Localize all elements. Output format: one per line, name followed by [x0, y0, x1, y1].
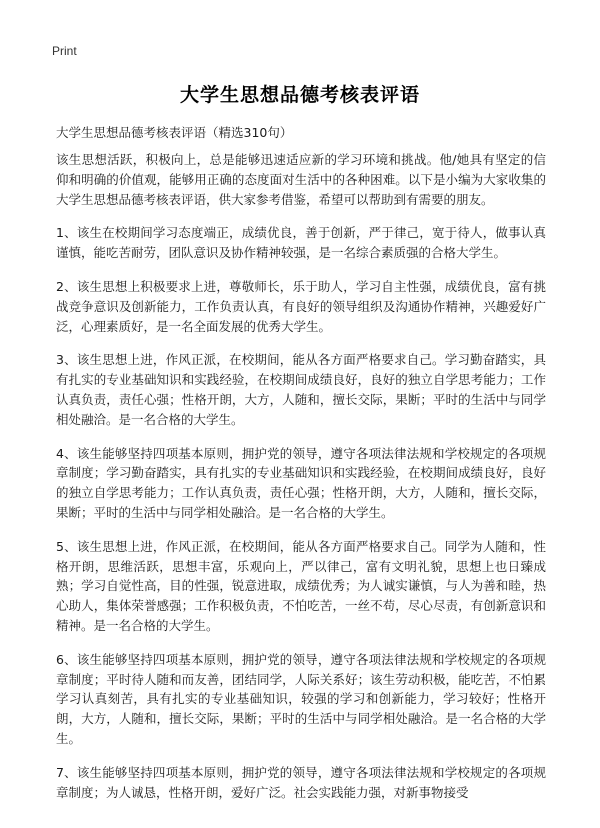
document-subtitle: 大学生思想品德考核表评语（精选310句） [56, 125, 293, 140]
comment-paragraph-1: 1、该生在校期间学习态度端正，成绩优良，善于创新，严于律己，宽于待人，做事认真谨慎，能吃苦耐劳，团队意识及协作精神较强，是一名综合素质强的合格大学生。 [56, 225, 546, 261]
document-body [56, 150, 546, 816]
comment-paragraph-3: 3、该生思想上进，作风正派，在校期间，能从各方面严格要求自己。学习勤奋踏实，具有扎实的专业基础知识和实践经验，在校期间成绩良好，良好的独立自学思考能力；工作认真负责，责任心强；性格开朗，大方，人随和，擅长交际，果断；平时的生活中与同学相处融洽。是一名合格的大学生。 [56, 352, 546, 427]
comment-paragraph-2: 2、该生思想上积极要求上进，尊敬师长，乐于助人，学习自主性强，成绩优良，富有挑战竞争意识及创新能力，工作负责认真，有良好的领导组织及沟通协作精神，兴趣爱好广泛，心理素质好，是一名全面发展的优秀大学生。 [56, 278, 546, 334]
document-title: 大学生思想品德考核表评语 [179, 84, 420, 106]
comment-paragraph-6: 6、该生能够坚持四项基本原则，拥护党的领导，遵守各项法律法规和学校规定的各项规章制度；平时待人随和而友善，团结同学，人际关系好；该生劳动积极，能吃苦，不怕累学习认真刻苦，具有扎实的专业基础知识，较强的学习和创新能力，学习较好；性格开朗，大方，人随和，擅长交际，果断；平时的生活中与同学相处融洽。是一名合格的大学生。 [56, 651, 546, 746]
comment-paragraph-4: 4、该生能够坚持四项基本原则，拥护党的领导，遵守各项法律法规和学校规定的各项规章制度；学习勤奋踏实，具有扎实的专业基础知识和实践经验，在校期间成绩良好，良好的独立自学思考能力；工作认真负责，责任心强；性格开朗，大方，人随和，擅长交际，果断；平时的生活中与同学相处融洽。是一名合格的大学生。 [56, 445, 546, 520]
comment-paragraph-5: 5、该生思想上进，作风正派，在校期间，能从各方面严格要求自己。同学为人随和，性格开朗，思维活跃，思想丰富，乐观向上，严以律己，富有文明礼貌，思想上也日臻成熟；学习自觉性高，目的性强，锐意进取，成绩优秀；为人诚实谦慎，与人为善和睦，热心助人，集体荣誉感强；工作积极负责，不怕吃苦，一丝不苟，尽心尽责，有创新意识和精神。是一名合格的大学生。 [56, 538, 546, 633]
comment-paragraph-7: 7、该生能够坚持四项基本原则，拥护党的领导，遵守各项法律法规和学校规定的各项规章制度；为人诚恳，性格开朗，爱好广泛。社会实践能力强，对新事物接受 [56, 764, 546, 800]
print-label[interactable]: Print [52, 44, 77, 58]
intro-paragraph: 该生思想活跃，积极向上，总是能够迅速适应新的学习环境和挑战。他/她具有坚定的信仰和明确的价值观，能够用正确的态度面对生活中的各种困难。以下是小编为大家收集的大学生思想品德考核表评语，供大家参考借鉴，希望可以帮助到有需要的朋友。 [56, 152, 546, 207]
